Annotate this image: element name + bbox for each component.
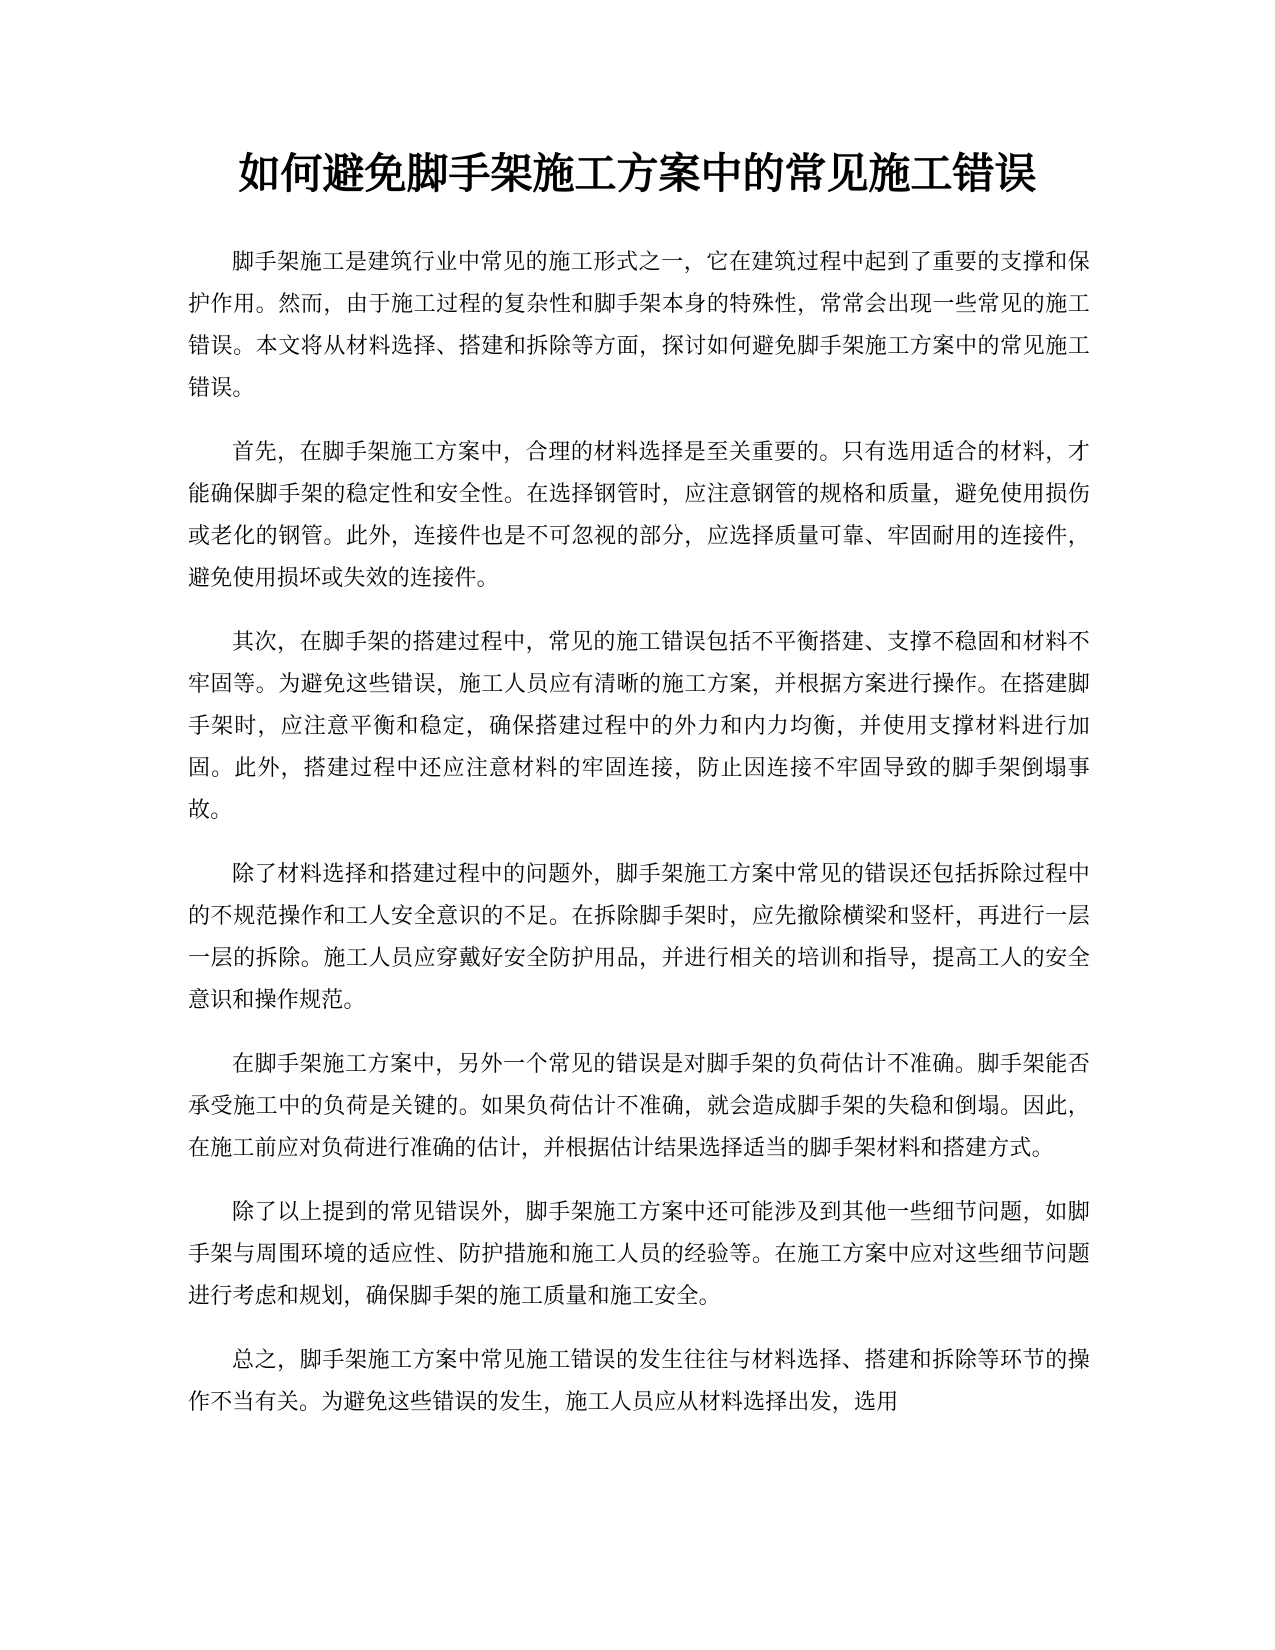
paragraph-conclusion: 总之，脚手架施工方案中常见施工错误的发生往往与材料选择、搭建和拆除等环节的操作不当有关。为避免这些错误的发生，施工人员应从材料选择出发，选用 <box>188 1348 1090 1415</box>
paragraph-erection: 其次，在脚手架的搭建过程中，常见的施工错误包括不平衡搭建、支撑不稳固和材料不牢固等。为避免这些错误，施工人员应有清晰的施工方案，并根据方案进行操作。在搭建脚手架时，应注意平衡和稳定，确保搭建过程中的外力和内力均衡，并使用支撑材料进行加固。此外，搭建过程中还应注意材料的牢固连接，防止因连接不牢固导致的脚手架倒塌事故。 <box>188 630 1090 823</box>
document-body <box>188 242 1090 1446</box>
document-title: 如何避免脚手架施工方案中的常见施工错误 <box>238 149 1037 198</box>
paragraph-details: 除了以上提到的常见错误外，脚手架施工方案中还可能涉及到其他一些细节问题，如脚手架与周围环境的适应性、防护措施和施工人员的经验等。在施工方案中应对这些细节问题进行考虑和规划，确保脚手架的施工质量和施工安全。 <box>188 1200 1090 1309</box>
paragraph-intro: 脚手架施工是建筑行业中常见的施工形式之一，它在建筑过程中起到了重要的支撑和保护作用。然而，由于施工过程的复杂性和脚手架本身的特殊性，常常会出现一些常见的施工错误。本文将从材料选择、搭建和拆除等方面，探讨如何避免脚手架施工方案中的常见施工错误。 <box>188 250 1090 401</box>
paragraph-material-selection: 首先，在脚手架施工方案中，合理的材料选择是至关重要的。只有选用适合的材料，才能确保脚手架的稳定性和安全性。在选择钢管时，应注意钢管的规格和质量，避免使用损伤或老化的钢管。此外，连接件也是不可忽视的部分，应选择质量可靠、牢固耐用的连接件，避免使用损坏或失效的连接件。 <box>188 440 1090 591</box>
paragraph-dismantling: 除了材料选择和搭建过程中的问题外，脚手架施工方案中常见的错误还包括拆除过程中的不规范操作和工人安全意识的不足。在拆除脚手架时，应先撤除横梁和竖杆，再进行一层一层的拆除。施工人员应穿戴好安全防护用品，并进行相关的培训和指导，提高工人的安全意识和操作规范。 <box>188 862 1090 1013</box>
paragraph-load-estimation: 在脚手架施工方案中，另外一个常见的错误是对脚手架的负荷估计不准确。脚手架能否承受施工中的负荷是关键的。如果负荷估计不准确，就会造成脚手架的失稳和倒塌。因此，在施工前应对负荷进行准确的估计，并根据估计结果选择适当的脚手架材料和搭建方式。 <box>188 1052 1090 1161</box>
